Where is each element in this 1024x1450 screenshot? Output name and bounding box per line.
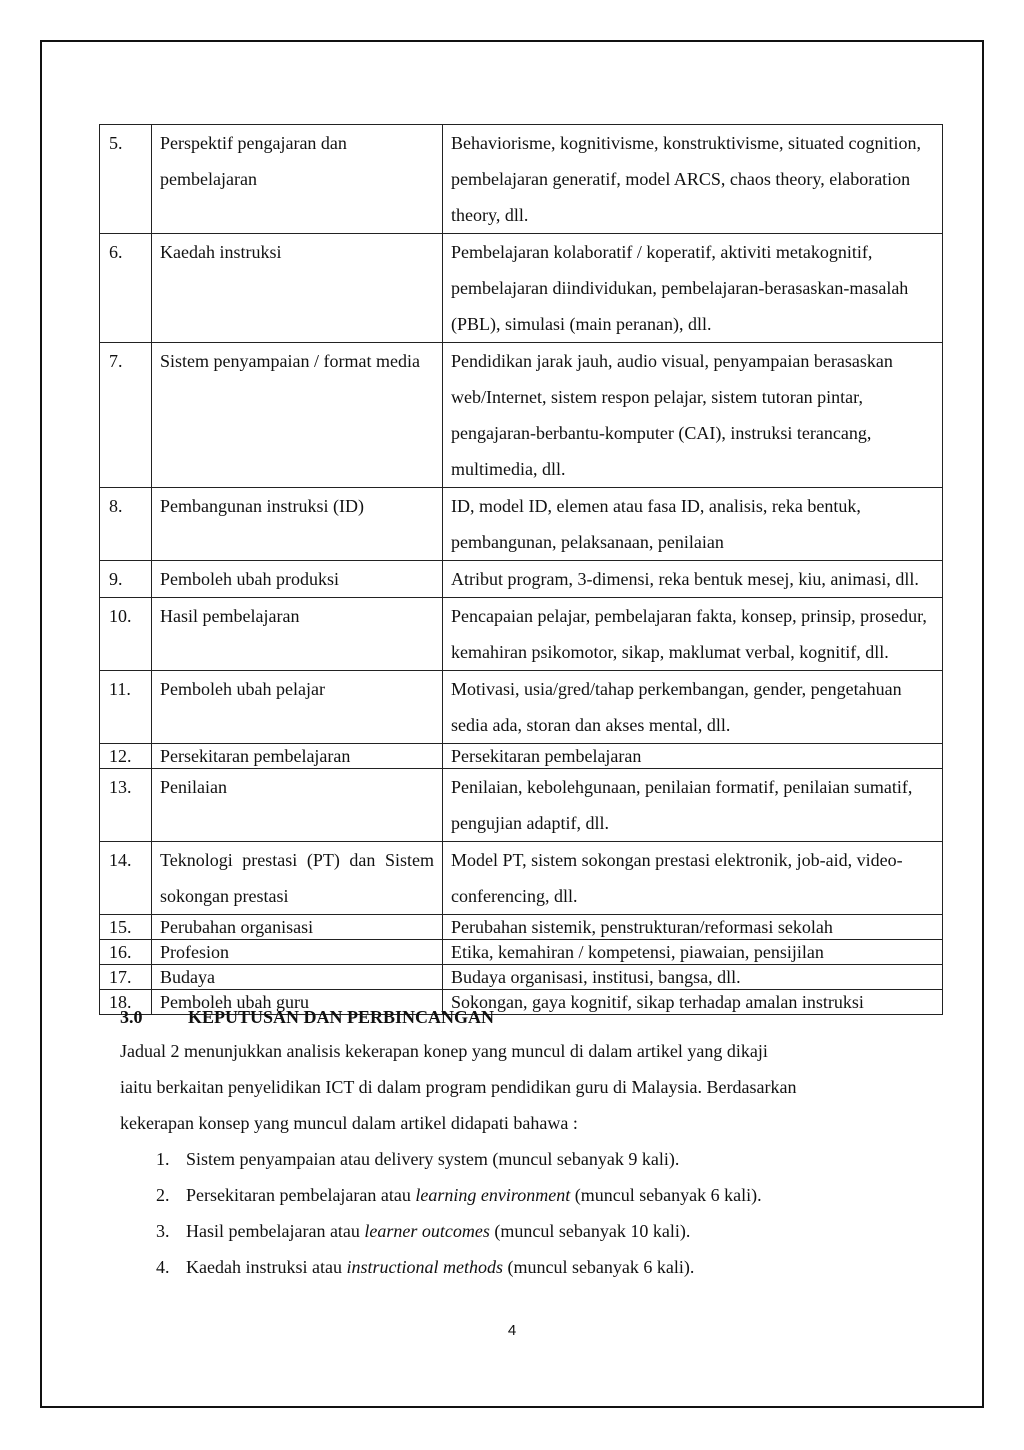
row-description: Budaya organisasi, institusi, bangsa, dll. xyxy=(443,965,943,990)
finding-term: learning environment xyxy=(415,1185,571,1205)
row-description: Model PT, sistem sokongan prestasi elektronik, job-aid, video-conferencing, dll. xyxy=(443,842,943,915)
section-title: KEPUTUSAN DAN PERBINCANGAN xyxy=(188,1007,495,1027)
table-row xyxy=(100,343,943,488)
row-topic: Budaya xyxy=(152,965,443,990)
row-description: Persekitaran pembelajaran xyxy=(443,744,943,769)
table-row xyxy=(100,598,943,671)
table-row xyxy=(100,965,943,990)
row-topic: Perspektif pengajaran dan pembelajaran xyxy=(152,125,443,234)
row-topic: Pemboleh ubah pelajar xyxy=(152,671,443,744)
row-number: 17. xyxy=(100,965,152,990)
paragraph-line: kekerapan konsep yang muncul dalam artikel didapati bahawa : xyxy=(120,1113,578,1133)
list-marker: 3. xyxy=(156,1221,170,1241)
row-number: 10. xyxy=(100,598,152,671)
row-number: 9. xyxy=(100,561,152,598)
row-number: 12. xyxy=(100,744,152,769)
list-text xyxy=(186,1249,806,1285)
row-number: 8. xyxy=(100,488,152,561)
section-heading xyxy=(120,1003,920,1031)
row-number: 5. xyxy=(100,125,152,234)
row-topic: Teknologi prestasi (PT) dan Sistem sokongan prestasi xyxy=(152,842,443,915)
row-number: 6. xyxy=(100,234,152,343)
row-description: Pendidikan jarak jauh, audio visual, penyampaian berasaskan web/Internet, sistem respon pelajar, sistem tutoran pintar, pengajaran-berbantu-komputer (CAI), instruksi terancang, multimedia, dll. xyxy=(443,343,943,488)
finding-text: Sistem penyampaian atau delivery system xyxy=(186,1149,488,1169)
row-number: 13. xyxy=(100,769,152,842)
row-number: 15. xyxy=(100,915,152,940)
results-section xyxy=(120,1003,920,1285)
row-topic: Penilaian xyxy=(152,769,443,842)
row-description: Penilaian, kebolehgunaan, penilaian formatif, penilaian sumatif, pengujian adaptif, dll. xyxy=(443,769,943,842)
row-description: Pencapaian pelajar, pembelajaran fakta, konsep, prinsip, prosedur, kemahiran psikomotor, sikap, maklumat verbal, kognitif, dll. xyxy=(443,598,943,671)
section-number: 3.0 xyxy=(120,1007,143,1027)
row-topic: Profesion xyxy=(152,940,443,965)
row-topic: Pemboleh ubah guru xyxy=(152,990,443,1015)
row-description: Pembelajaran kolaboratif / koperatif, aktiviti metakognitif, pembelajaran diindividukan, pembelajaran-berasaskan-masalah (PBL), simulasi (main peranan), dll. xyxy=(443,234,943,343)
list-marker: 2. xyxy=(156,1185,170,1205)
list-item xyxy=(120,1141,920,1177)
row-topic: Sistem penyampaian / format media xyxy=(152,343,443,488)
table-row xyxy=(100,488,943,561)
list-marker: 4. xyxy=(156,1257,170,1277)
table-row xyxy=(100,915,943,940)
row-description: Atribut program, 3-dimensi, reka bentuk mesej, kiu, animasi, dll. xyxy=(443,561,943,598)
row-topic: Pembangunan instruksi (ID) xyxy=(152,488,443,561)
row-number: 18. xyxy=(100,990,152,1015)
table-row xyxy=(100,744,943,769)
finding-term: learner outcomes xyxy=(364,1221,490,1241)
list-text xyxy=(186,1141,806,1177)
finding-term: instructional methods xyxy=(346,1257,503,1277)
table-row xyxy=(100,125,943,234)
finding-count: (muncul sebanyak 6 kali). xyxy=(570,1185,762,1205)
row-topic: Kaedah instruksi xyxy=(152,234,443,343)
list-marker: 1. xyxy=(156,1149,170,1169)
topics-table xyxy=(99,124,943,1015)
table-row xyxy=(100,769,943,842)
row-description: Sokongan, gaya kognitif, sikap terhadap amalan instruksi xyxy=(443,990,943,1015)
table-row xyxy=(100,842,943,915)
list-text xyxy=(186,1213,806,1249)
table-row xyxy=(100,671,943,744)
list-item xyxy=(120,1249,920,1285)
row-description: Perubahan sistemik, penstrukturan/reformasi sekolah xyxy=(443,915,943,940)
row-number: 7. xyxy=(100,343,152,488)
paragraph-line: iaitu berkaitan penyelidikan ICT di dalam program pendidikan guru di Malaysia. Berdasarkan xyxy=(120,1077,797,1097)
finding-text: Hasil pembelajaran atau xyxy=(186,1221,365,1241)
results-paragraph xyxy=(120,1033,920,1141)
paragraph-line: Jadual 2 menunjukkan analisis kekerapan konep yang muncul di dalam artikel yang dikaji xyxy=(120,1041,768,1061)
row-number: 16. xyxy=(100,940,152,965)
row-number: 11. xyxy=(100,671,152,744)
row-topic: Persekitaran pembelajaran xyxy=(152,744,443,769)
table-row xyxy=(100,234,943,343)
table-row xyxy=(100,940,943,965)
row-topic: Perubahan organisasi xyxy=(152,915,443,940)
row-description: ID, model ID, elemen atau fasa ID, analisis, reka bentuk, pembangunan, pelaksanaan, penilaian xyxy=(443,488,943,561)
row-description: Behaviorisme, kognitivisme, konstruktivisme, situated cognition, pembelajaran generatif, model ARCS, chaos theory, elaboration theory, dll. xyxy=(443,125,943,234)
list-text xyxy=(186,1177,806,1213)
finding-count: (muncul sebanyak 10 kali). xyxy=(489,1221,691,1241)
findings-list xyxy=(120,1141,920,1285)
table-row xyxy=(100,561,943,598)
finding-text: Persekitaran pembelajaran atau xyxy=(186,1185,416,1205)
finding-count: (muncul sebanyak 9 kali). xyxy=(487,1149,680,1169)
row-topic: Hasil pembelajaran xyxy=(152,598,443,671)
row-topic: Pemboleh ubah produksi xyxy=(152,561,443,598)
row-description: Motivasi, usia/gred/tahap perkembangan, gender, pengetahuan sedia ada, storan dan akses mental, dll. xyxy=(443,671,943,744)
finding-text: Kaedah instruksi atau xyxy=(186,1257,347,1277)
list-item xyxy=(120,1213,920,1249)
list-item xyxy=(120,1177,920,1213)
row-number: 14. xyxy=(100,842,152,915)
finding-count: (muncul sebanyak 6 kali). xyxy=(502,1257,695,1277)
page-number: 4 xyxy=(507,1322,517,1339)
row-description: Etika, kemahiran / kompetensi, piawaian, pensijilan xyxy=(443,940,943,965)
